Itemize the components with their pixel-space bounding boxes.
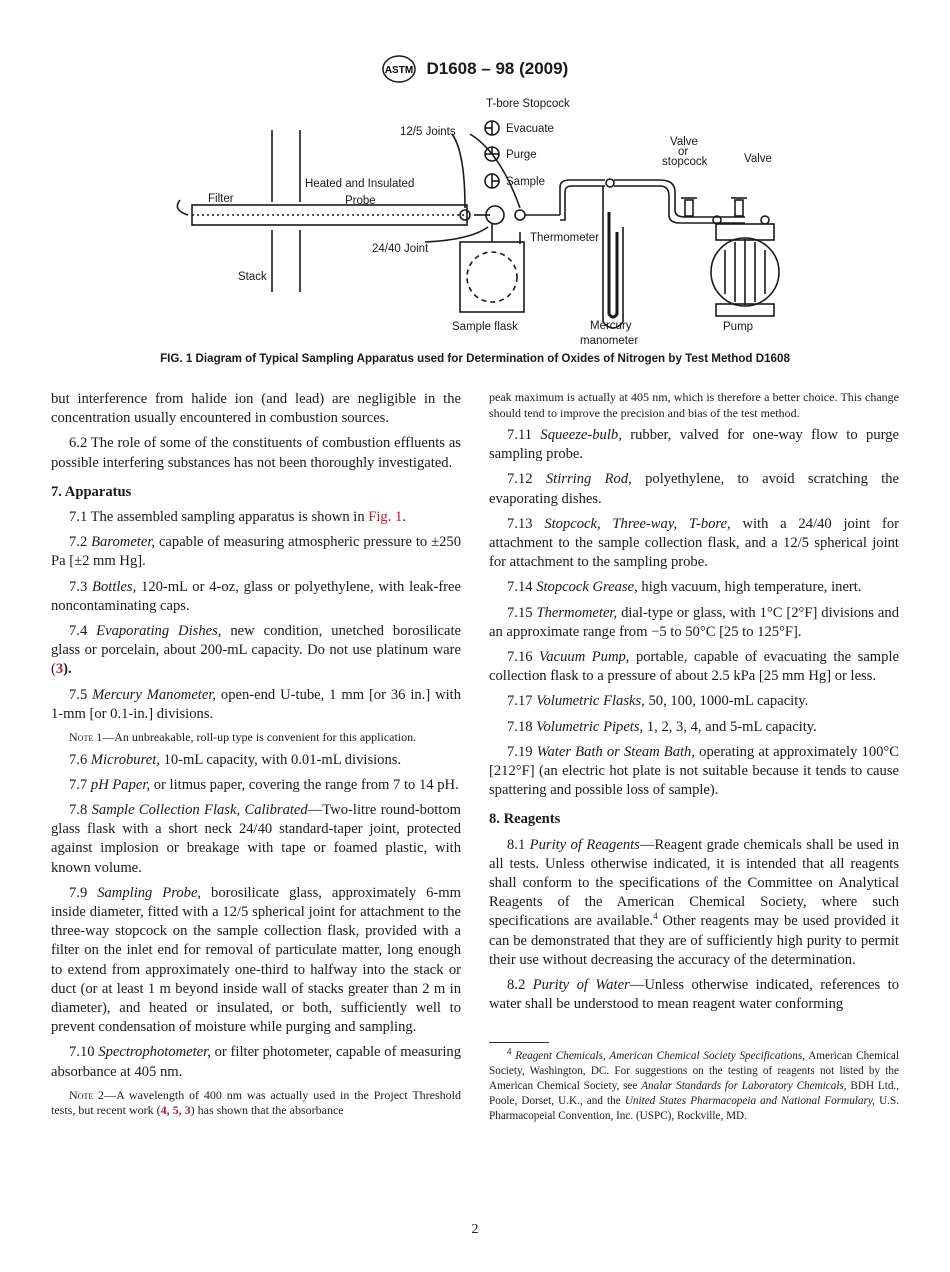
label-manometer: manometer bbox=[580, 335, 639, 347]
label-sample: Sample bbox=[506, 176, 545, 188]
page-header bbox=[0, 55, 950, 83]
paragraph-7-2: 7.2 Barometer, capable of measuring atmospheric pressure to ±250 Pa [±2 mm Hg]. bbox=[51, 534, 462, 570]
paragraph-7-13: 7.13 Stopcock, Three-way, T-bore, with a 24/40 joint for attachment to the sample collection flask, and a 12/5 spherical joint for attachment to the sampling probe. bbox=[489, 515, 899, 571]
paragraph-7-3: 7.3 Bottles, 120-mL or 4-oz, glass or polyethylene, with leak-free noncontaminating caps. bbox=[51, 578, 461, 614]
label-pump: Pump bbox=[723, 321, 754, 333]
paragraph: but interference from halide ion (and lead) are negligible in the concentration usually encountered in combustion sources. bbox=[51, 391, 461, 427]
paragraph-7-15: 7.15 Thermometer, dial-type or glass, with 1°C [2°F] divisions and an approximate range from −5 to 50°C [25 to 125°F]. bbox=[489, 604, 899, 640]
section-heading-8: 8. Reagents bbox=[489, 811, 561, 828]
figure-caption: FIG. 1 Diagram of Typical Sampling Apparatus used for Determination of Oxides of Nitrogen by Test Method D1608 bbox=[160, 352, 790, 365]
refs-link[interactable]: 4, 5, 3 bbox=[160, 1103, 191, 1118]
label-purge: Purge bbox=[506, 149, 537, 161]
right-column bbox=[489, 390, 899, 1130]
note-2: Note 2—A wavelength of 400 nm was actually used in the Project Threshold tests, but recent work (4, 5, 3) has shown that the absorbance bbox=[51, 1087, 461, 1118]
paragraph-7-7: 7.7 pH Paper, or litmus paper, covering the range from 7 to 14 pH. bbox=[69, 776, 459, 793]
paragraph-7-5: 7.5 Mercury Manometer, open-end U-tube, 1 mm [or 36 in.] with 1-mm [or 0.1-in.] divisions. bbox=[51, 686, 462, 722]
paragraph-6-2: 6.2 The role of some of the constituents of combustion effluents as possible interfering substances has not been thoroughly investigated. bbox=[51, 435, 461, 471]
paragraph-8-1: 8.1 Purity of Reagents—Reagent grade chemicals shall be used in all tests. Unless otherwise indicated, it is intended that all reagents shall conform to the specifications of the Committee on Analytical Reagents of the American Chemical Society, where such specifications are available.$^4$ Other reagents may be used provided it can be demonstrated that they are of sufficiently high purity to permit their use without decreasing the accuracy of the determination. bbox=[489, 836, 899, 968]
note-2-continued: peak maximum is actually at 405 nm, which is therefore a better choice. This change should tend to improve the precision and bias of the test method. bbox=[489, 390, 899, 420]
section-heading-7: 7. Apparatus bbox=[51, 483, 132, 500]
paragraph-7-8: 7.8 Sample Collection Flask, Calibrated—Two-litre round-bottom glass flask with a short neck 24/40 standard-taper joint, protected against implosion or breakage with tape or foamed plastic, with known volume. bbox=[51, 801, 461, 876]
note-1: Note 1—An unbreakable, roll-up type is convenient for this application. bbox=[69, 730, 417, 745]
paragraph-7-11: 7.11 Squeeze-bulb, rubber, valved for one-way flow to purge sampling probe. bbox=[489, 427, 899, 463]
astm-logo-icon bbox=[382, 55, 416, 83]
paragraph-7-6: 7.6 Microburet, 10-mL capacity, with 0.01-mL divisions. bbox=[69, 751, 402, 768]
label-125-joints: 12/5 Joints bbox=[400, 126, 456, 138]
paragraph-7-14: 7.14 Stopcock Grease, high vacuum, high temperature, inert. bbox=[507, 579, 862, 596]
label-evacuate: Evacuate bbox=[506, 123, 554, 135]
label-or: or bbox=[678, 146, 689, 158]
label-stack: Stack bbox=[238, 271, 267, 283]
paragraph-7-18: 7.18 Volumetric Pipets, 1, 2, 3, 4, and 5-mL capacity. bbox=[507, 718, 817, 735]
paragraph-7-9: 7.9 Sampling Probe, borosilicate glass, approximately 6-mm inside diameter, fitted with a 12/5 spherical joint for attachment to the three-way stopcock on the sample collection flask, provided with a filter on the inlet end for removal of particulate matter, long enough to extend from approximately one-third to halfway into the stack or duct (or at least 1 m beyond inside wall of stacks greater than 2 m in diameter), and heated or insulated, or both, sufficiently well to prevent condensation of moisture while purging and sampling. bbox=[51, 884, 461, 1036]
paragraph-7-17: 7.17 Volumetric Flasks, 50, 100, 1000-mL capacity. bbox=[507, 693, 809, 710]
label-probe: Probe bbox=[345, 195, 376, 207]
label-valve-or: Valve bbox=[670, 136, 698, 148]
left-column bbox=[51, 390, 461, 1124]
label-heated: Heated and Insulated bbox=[305, 178, 415, 190]
label-tbore: T-bore Stopcock bbox=[486, 98, 570, 110]
page-number: 2 bbox=[471, 1222, 479, 1237]
designation: D1608 – 98 (2009) bbox=[426, 59, 569, 78]
paragraph-7-12: 7.12 Stirring Rod, polyethylene, to avoid scratching the evaporating dishes. bbox=[489, 471, 900, 507]
label-stopcock: stopcock bbox=[662, 156, 708, 168]
label-mercury: Mercury bbox=[590, 320, 632, 332]
paragraph-7-10: 7.10 Spectrophotometer, or filter photometer, capable of measuring absorbance at 405 nm. bbox=[51, 1044, 461, 1080]
footnote-divider bbox=[489, 1042, 549, 1043]
ref-link[interactable]: 3 bbox=[55, 661, 64, 678]
label-thermometer: Thermometer bbox=[530, 232, 600, 244]
label-filter: Filter bbox=[208, 193, 234, 205]
paragraph-7-4: 7.4 Evaporating Dishes, new condition, unetched borosilicate glass or porcelain, about 200-mL capacity. Do not use platinum ware (3). bbox=[51, 623, 461, 678]
footnote-4: $^4$ Reagent Chemicals, American Chemical Society Specifications, American Chemical Society, Washington, DC. For suggestions on the testing of reagents not listed by the American Chemical Society, see Analar Standards for Laboratory Chemicals, BDH Ltd., Poole, Dorset, U.K., and the United States Pharmacopeia and National Formulary, U.S. Pharmacopeial Convention, Inc. (USPC), Rockville, MD. bbox=[489, 1046, 900, 1123]
figure-1-diagram bbox=[160, 92, 800, 350]
paragraph-8-2: 8.2 Purity of Water—Unless otherwise indicated, references to water shall be understood to mean reagent water conforming bbox=[489, 977, 899, 1013]
logo-text: ASTM bbox=[384, 65, 413, 76]
paragraph-7-19: 7.19 Water Bath or Steam Bath, operating at approximately 100°C [212°F] (an electric hot plate is not suitable because it tends to cause spattering and possible loss of sample). bbox=[489, 743, 899, 799]
label-valve: Valve bbox=[744, 153, 772, 165]
label-sample-flask: Sample flask bbox=[452, 321, 518, 333]
paragraph-7-16: 7.16 Vacuum Pump, portable, capable of evacuating the sample collection flask to a pressure of about 2.5 kPa [25 mm Hg] or less. bbox=[489, 649, 899, 685]
fig-1-link[interactable]: Fig. 1 bbox=[368, 509, 403, 526]
footnote-ref[interactable]: 4 bbox=[653, 911, 658, 922]
paragraph-7-1: 7.1 The assembled sampling apparatus is shown in Fig. 1. bbox=[69, 509, 406, 526]
label-2440-joint: 24/40 Joint bbox=[372, 243, 429, 255]
